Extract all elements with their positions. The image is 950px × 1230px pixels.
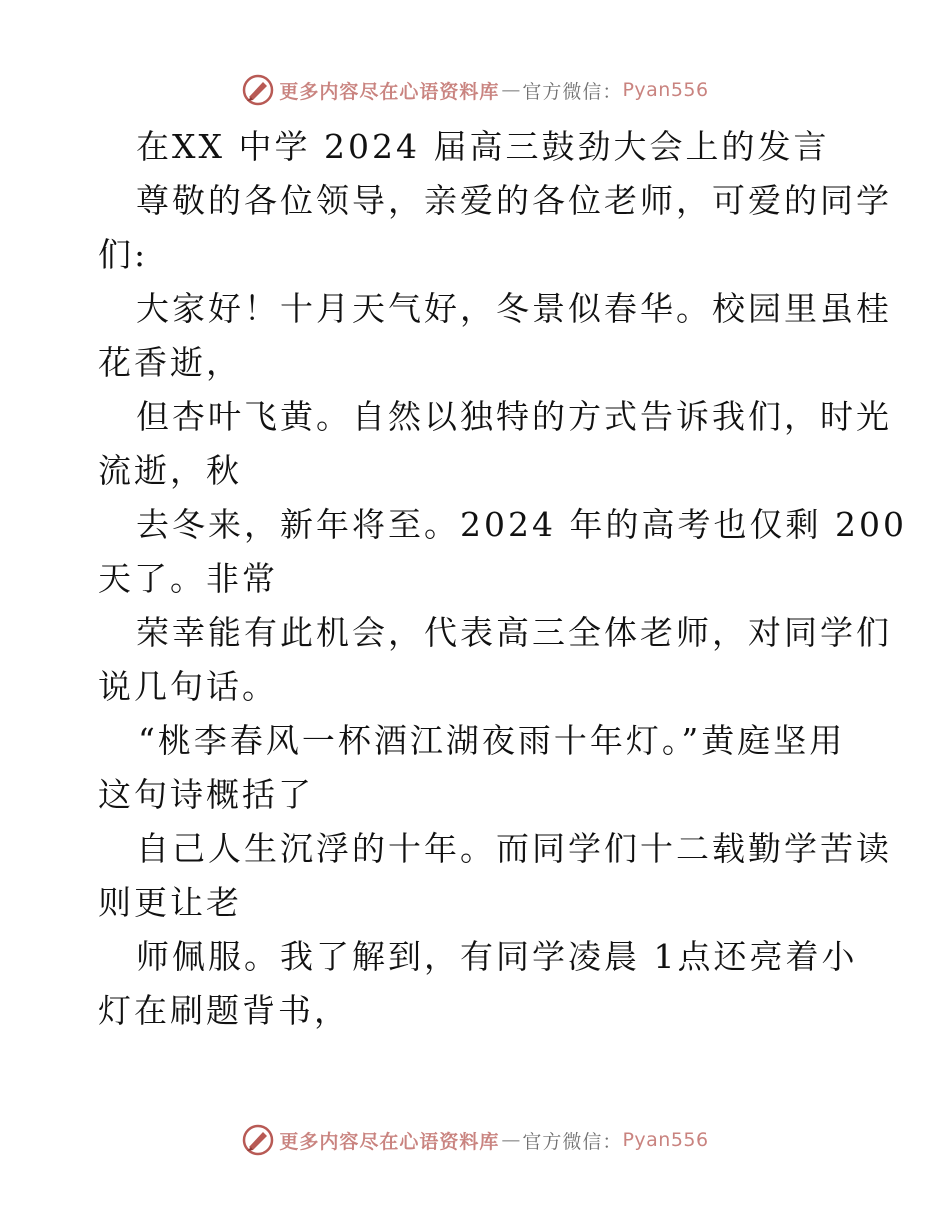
watermark-wechat-id: Pyan556 bbox=[622, 1129, 709, 1151]
text-line: 但杏叶飞黄。自然以独特的方式告诉我们，时光 bbox=[136, 397, 892, 436]
text-line: 师佩服。我了解到，有同学凌晨 1点还亮着小 bbox=[136, 937, 858, 976]
text-line: 说几句话。 bbox=[98, 667, 278, 706]
document-body bbox=[98, 120, 907, 1038]
watermark-dash: — bbox=[501, 1129, 521, 1151]
text-line: 流逝，秋 bbox=[98, 451, 242, 490]
text-line: 自己人生沉浮的十年。而同学们十二载勤学苦读 bbox=[136, 829, 892, 868]
document-title: 在XX 中学 2024 届高三鼓劲大会上的发言 bbox=[136, 127, 830, 166]
library-logo-icon bbox=[241, 73, 275, 107]
text-line: 这句诗概括了 bbox=[98, 775, 314, 814]
text-line: 们: bbox=[98, 235, 149, 274]
text-line: 大家好！十月天气好，冬景似春华。校园里虽桂 bbox=[136, 289, 892, 328]
watermark-brand: 更多内容尽在心语资料库 bbox=[279, 1130, 500, 1153]
header-watermark bbox=[0, 70, 950, 110]
text-line: 荣幸能有此机会，代表高三全体老师，对同学们 bbox=[136, 613, 892, 652]
text-line: 则更让老 bbox=[98, 883, 242, 922]
watermark-wechat-id: Pyan556 bbox=[622, 79, 709, 101]
text-line: 灯在刷题背书， bbox=[98, 991, 350, 1030]
text-line: “桃李春风一杯酒江湖夜雨十年灯。”黄庭坚用 bbox=[138, 721, 846, 760]
watermark-channel: 官方微信： bbox=[522, 1130, 623, 1153]
footer-watermark bbox=[0, 1120, 950, 1160]
text-line: 天了。非常 bbox=[98, 559, 278, 598]
text-line: 花香逝， bbox=[98, 343, 242, 382]
text-line: 去冬来，新年将至。2024 年的高考也仅剩 200 bbox=[136, 505, 907, 544]
text-line: 尊敬的各位领导，亲爱的各位老师，可爱的同学 bbox=[136, 181, 892, 220]
watermark-channel: 官方微信： bbox=[522, 80, 623, 103]
watermark-brand: 更多内容尽在心语资料库 bbox=[279, 80, 500, 103]
watermark-dash: — bbox=[501, 79, 521, 101]
library-logo-icon bbox=[241, 1123, 275, 1157]
